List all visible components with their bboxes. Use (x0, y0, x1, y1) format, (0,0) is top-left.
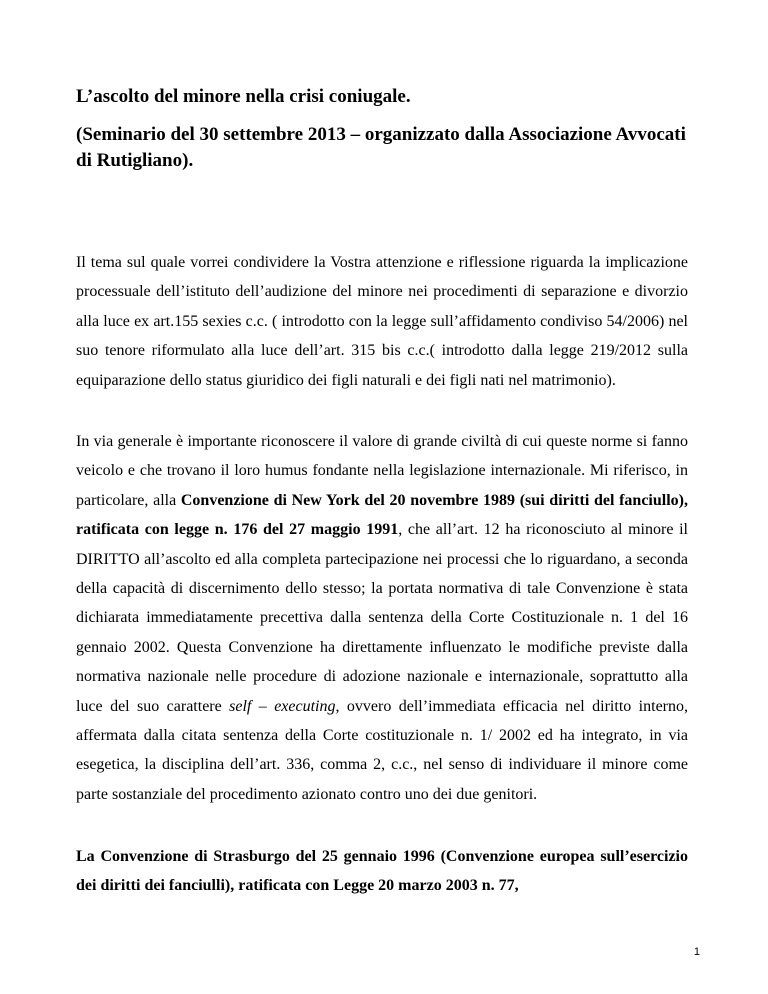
paragraph-text: , che all’art. 12 ha riconosciuto al minore il DIRITTO all’ascolto ed alla completa partecipazione nei processi che lo riguardano, a seconda della capacità di discernimento dello stesso; la portata normativa di tale Convenzione è stata dichiarata immediatamente precettiva dalla sentenza della Corte Costituzionale n. 1 del 16 gennaio 2002. Questa Convenzione ha direttamente influenzato le modifiche previste dalla normativa nazionale nelle procedure di adozione nazionale e internazionale, soprattutto alla luce del suo carattere (76, 521, 688, 715)
bold-citation-new-york: Convenzione di New York del 20 novembre 1989 (sui diritti del fanciullo), ratificata con legge n. 176 del 27 maggio 1991 (76, 491, 688, 539)
document-subtitle: (Seminario del 30 settembre 2013 – organizzato dalla Associazione Avvocati di Rutigliano). (76, 124, 686, 171)
page-number: 1 (693, 946, 700, 958)
paragraph-text: In via generale è importante riconoscere il valore di grande civiltà di cui queste norme si fanno veicolo e che trovano il loro humus fondante nella legislazione internazionale. Mi riferisco, in particolare, alla (76, 433, 688, 509)
italic-term: self – executing (229, 697, 336, 715)
paragraph-convention-strasburgo: La Convenzione di Strasburgo del 25 gennaio 1996 (Convenzione europea sull’esercizio dei diritti dei fanciulli), ratificata con Legge 20 marzo 2003 n. 77, (76, 848, 688, 895)
paragraph-convention-new-york (76, 427, 688, 809)
document-title: L’ascolto del minore nella crisi coniugale. (76, 86, 411, 107)
paragraph-intro: Il tema sul quale vorrei condividere la Vostra attenzione e riflessione riguarda la implicazione processuale dell’istituto dell’audizione del minore nei procedimenti di separazione e divorzio alla luce ex art.155 sexies c.c. ( introdotto con la legge sull’affidamento condiviso 54/2006) nel suo tenore riformulato alla luce dell’art. 315 bis c.c.( introdotto dalla legge 219/2012 sulla equiparazione dello status giuridico dei figli naturali e dei figli nati nel matrimonio). (76, 254, 688, 389)
paragraph-text: , ovvero dell’immediata efficacia nel diritto interno, affermata dalla citata sentenza della Corte costituzionale n. 1/ 2002 ed ha integrato, in via esegetica, la disciplina dell’art. 336, comma 2, c.c., nel senso di individuare il minore come parte sostanziale del procedimento azionato contro uno dei due genitori. (76, 697, 688, 803)
